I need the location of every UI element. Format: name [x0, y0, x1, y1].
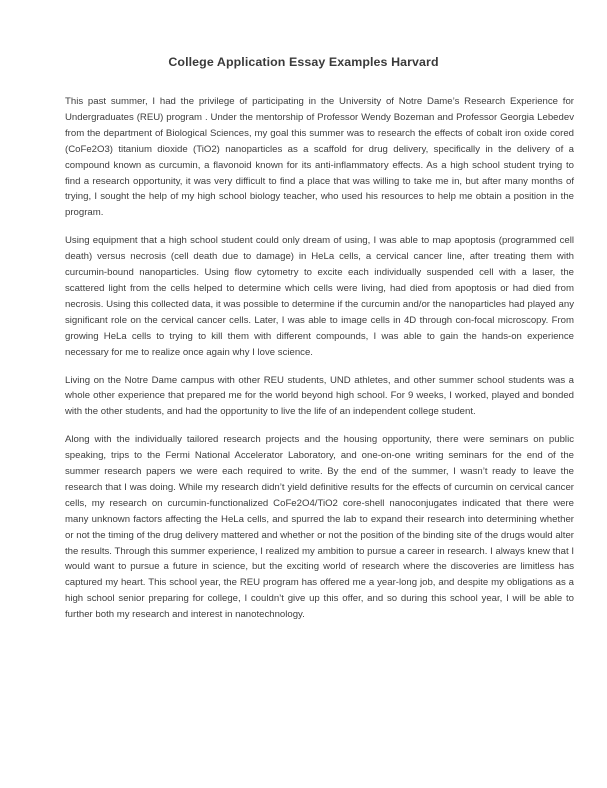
paragraph-3: Living on the Notre Dame campus with other REU students, UND athletes, and other summer school students was a whole other experience that prepared me for the world beyond high school. For 9 weeks, I worked, played and bonded with the other students, and had the opportunity to live the life of an independent college student.: [65, 374, 574, 418]
paragraph-4: Along with the individually tailored research projects and the housing opportunity, there were seminars on public speaking, trips to the Fermi National Accelerator Laboratory, and one-on-one writing seminars for the end of the summer research papers we were each required to write. By the end of the summer, I wasn’t ready to leave the research that I was doing. While my research didn’t yield definitive results for the effects of curcumin on cervical cancer cells, my research on curcumin-functionalized CoFe2O4/TiO2 core-shell nanoconjugates indicated that there were many unknown factors affecting the HeLa cells, and spurred the lab to expand their research into determining whether or not the timing of the drug delivery mattered and whether or not the position of the binding site of the drugs would alter the results. Through this summer experience, I realized my ambition to pursue a career in research. I always knew that I would want to pursue a future in science, but the exciting world of research where the discoveries are limitless has captured my heart. This school year, the REU program has offered me a year-long job, and despite my obligations as a high school senior preparing for college, I couldn’t give up this offer, and so during this school year, I will be able to further both my research and interest in nanotechnology.: [65, 434, 574, 621]
page-title: College Application Essay Examples Harvard: [168, 55, 439, 69]
essay-body: [65, 94, 574, 635]
paragraph-2: Using equipment that a high school student could only dream of using, I was able to map apoptosis (programmed cell death) versus necrosis (cell death due to damage) in HeLa cells, a cervical cancer line, after treating them with curcumin-bound nanoparticles. Using flow cytometry to excite each individually suspended cell with a laser, the scattered light from the cells helped to determine which cells were living, had died from apoptosis or had died from necrosis. Using this collected data, it was possible to determine if the curcumin and/or the nanoparticles had played any significant role on the cervical cancer cells. Later, I was able to image cells in 4D through con-focal microscopy. From growing HeLa cells to trying to kill them with different compounds, I was able to gain the hands-on experience necessary for me to realize once again why I love science.: [65, 235, 574, 358]
paragraph-1: This past summer, I had the privilege of participating in the University of Notre Dame’s Research Experience for Undergraduates (REU) program . Under the mentorship of Professor Wendy Bozeman and Professor Georgia Lebedev from the department of Biological Sciences, my goal this summer was to research the effects of cobalt iron oxide cored (CoFe2O3) titanium dioxide (TiO2) nanoparticles as a scaffold for drug delivery, specifically in the delivery of a compound known as curcumin, a flavonoid known for its anti-inflammatory effects. As a high school student trying to find a research opportunity, it was very difficult to find a place that was willing to take me in, but after many months of trying, I sought the help of my high school biology teacher, who used his resources to help me obtain a position in the program.: [65, 96, 574, 219]
